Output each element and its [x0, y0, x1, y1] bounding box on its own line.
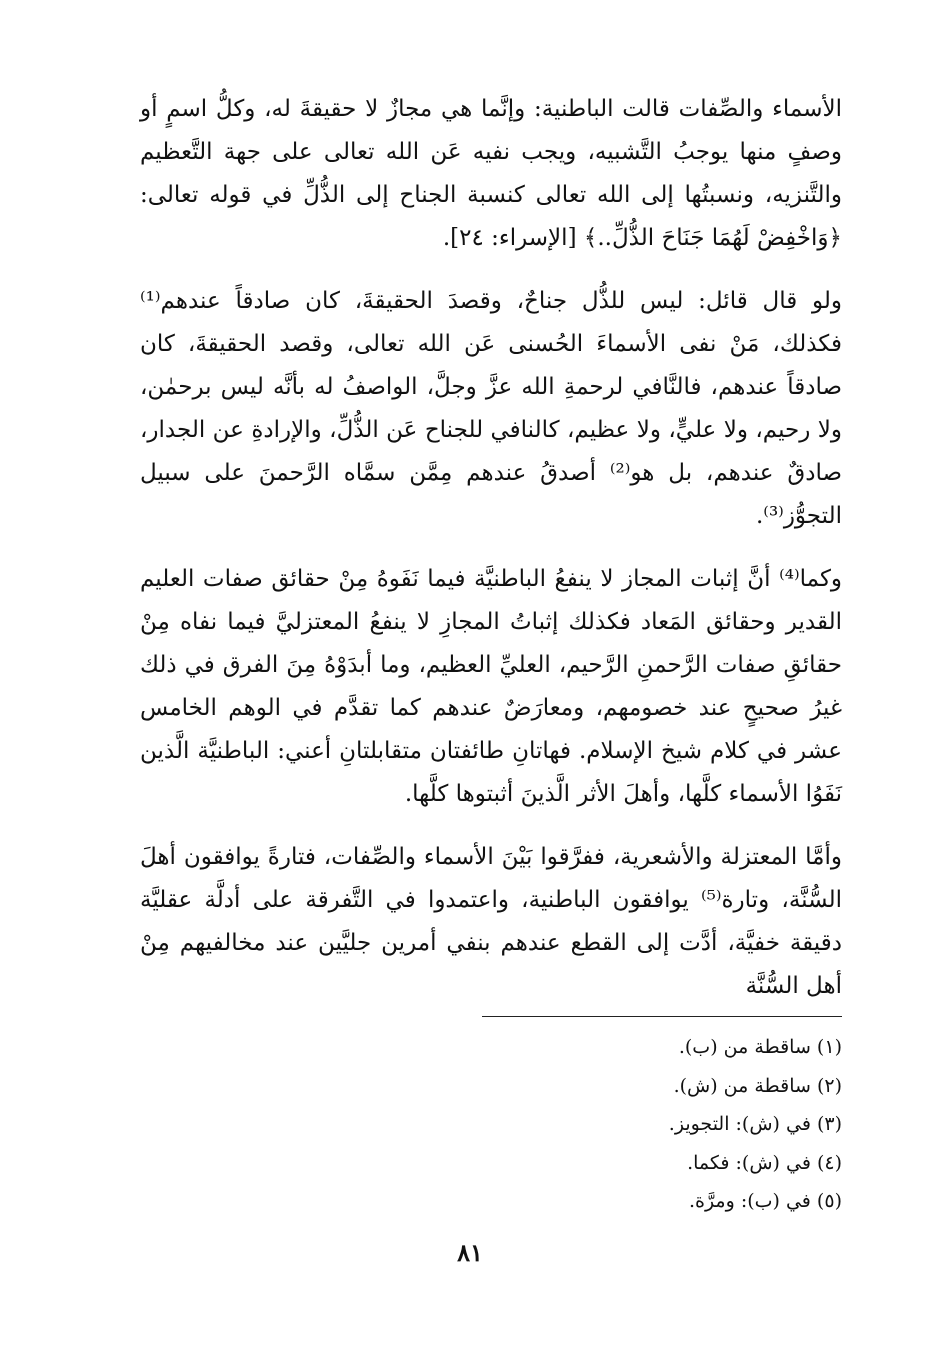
paragraph-1: الأسماء والصِّفات قالت الباطنية: وإنَّما هي مجازٌ لا حقيقةَ له، وكلُّ اسمٍ أو وصفٍ منها يوجبُ التَّشبيه، ويجب نفيه عَن الله تعالى على جهة التَّعظيم والتَّنزيه، ونسبتُها إلى الله تعالى كنسبة الجناح إلى الذُّلِّ في قوله تعالى: ﴿وَاخْفِضْ لَهُمَا جَنَاحَ الذُّلِّ..﴾ [الإسراء: ٢٤]. — [140, 96, 842, 251]
page-number: ٨١ — [457, 1238, 483, 1267]
paragraph-2: ولو قال قائل: ليس للذُّل جناحٌ، وقصدَ الحقيقةَ، كان صادقاً عندهم⁽¹⁾ فكذلك، مَنْ نفى الأسماءَ الحُسنى عَن الله تعالى، وقصد الحقيقةَ، كان صادقاً عندهم، فالنَّافي لرحمةِ الله عزَّ وجلَّ، الواصفُ له بأنَّه ليس برحمٰن، ولا رحيم، ولا عليٍّ، ولا عظيم، كالنافي للجناح عَن الذُّلِّ، والإرادةِ عن الجدار، صادقٌ عندهم، بل هو⁽²⁾ أصدقُ عندهم مِمَّن سمَّاه الرَّحمنَ على سبيل التجوُّز⁽³⁾. — [140, 288, 843, 529]
footnote-1: (١) ساقطة من (ب). — [678, 1036, 842, 1058]
paragraph-4: وأمَّا المعتزلة والأشعرية، ففرَّقوا بَيْنَ الأسماء والصِّفات، فتارةً يوافقون أهلَ السُّنَّة، وتارة⁽⁵⁾ يوافقون الباطنية، واعتمدوا في التَّفرقة على أدلَّة عقليَّة دقيقة خفيَّة، أدَّت إلى القطع عندهم بنفي أمرين جليَّين عند مخالفيهم مِنْ أهل السُّنَّة — [140, 844, 843, 999]
footnote-5: (٥) في (ب): ومرَّة. — [688, 1190, 842, 1212]
main-text — [140, 88, 842, 1028]
footnotes-list — [420, 1028, 842, 1221]
paragraph-3: وكما⁽⁴⁾ أنَّ إثبات المجاز لا ينفعُ الباطنيَّة فيما نَفَوهُ مِنْ حقائق صفات العليم القدير وحقائق المَعاد فكذلك إثباتُ المجازِ لا ينفعُ المعتزليَّ فيما نفاه مِنْ حقائقِ صفات الرَّحمنِ الرَّحيم، العليِّ العظيم، وما أبدَوْهُ مِنَ الفرق في ذلك غيرُ صحيحٍ عند خصومهم، ومعارَضٌ عندهم كما تقدَّم في الوهم الخامس عشر في كلام شيخ الإسلام. فهاتانِ طائفتان متقابلتانِ أعني: الباطنيَّة الَّذين نَفَوُا الأسماء كلَّها، وأهلَ الأثر الَّذينَ أثبتوها كلَّها. — [140, 566, 842, 807]
footnote-3: (٣) في (ش): التجويز. — [668, 1113, 842, 1135]
footnote-2: (٢) ساقطة من (ش). — [673, 1074, 842, 1097]
footnote-4: (٤) في (ش): فكما. — [687, 1151, 842, 1174]
footnote-separator — [482, 1016, 842, 1017]
